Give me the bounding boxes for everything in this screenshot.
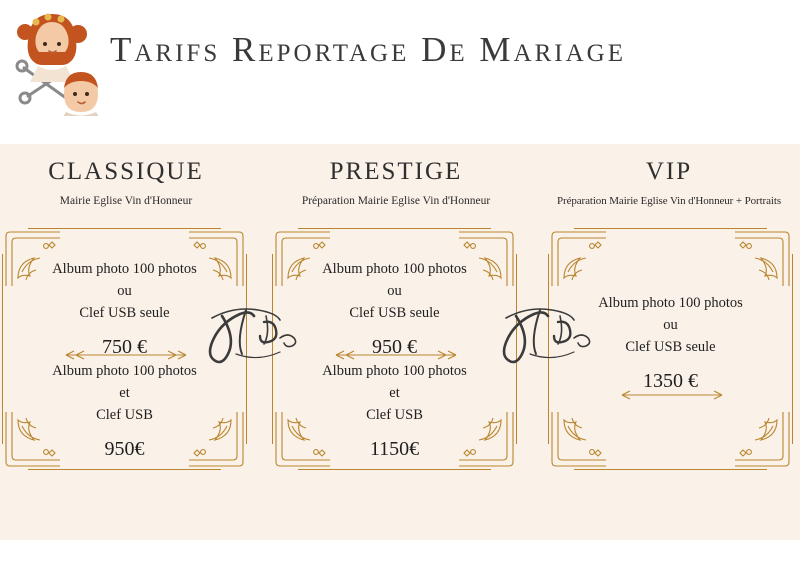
offer-block [2,360,247,464]
offer-conjunction: ou [663,317,678,333]
package-subtitle: Préparation Mairie Eglise Vin d'Honneur [301,195,491,207]
package-column-vip [540,155,798,207]
offer-price: 950€ [104,438,145,460]
poster-header [0,0,800,130]
package-column-classique [2,155,250,207]
package-title: CLASSIQUE [48,158,204,185]
package-frame-prestige [272,228,517,470]
ornament-corner-icon [548,408,610,470]
offer-price: 950 € [372,336,417,358]
offer-line-1: Album photo 100 photos [52,363,197,379]
offer-line-2: Clef USB [366,407,423,423]
offer-line-2: Clef USB [96,407,153,423]
ornament-corner-icon [731,408,793,470]
offer-line-2: Clef USB seule [349,305,440,321]
package-subtitle: Mairie Eglise Vin d'Honneur [59,195,193,207]
arrow-divider [592,390,752,400]
bride-groom-illustration-logo [8,6,112,116]
offer-line-1: Album photo 100 photos [322,363,467,379]
offer-conjunction: ou [117,283,132,299]
script-monogram-flourish-icon [206,302,304,364]
offer-price: 1150€ [369,438,420,460]
package-subtitle: Préparation Mairie Eglise Vin d'Honneur + Portraits [556,195,781,207]
offer-line-1: Album photo 100 photos [322,261,467,277]
offer-line-1: Album photo 100 photos [598,295,743,311]
offer-line-2: Clef USB seule [625,339,716,355]
ornament-corner-icon [548,228,610,290]
package-title: PRESTIGE [329,158,463,185]
offer-line-2: Clef USB seule [79,305,170,321]
offer-conjunction: et [389,385,400,401]
package-title: VIP [645,158,693,185]
offer-conjunction: ou [387,283,402,299]
arrow-divider [46,350,206,360]
ornament-corner-icon [731,228,793,290]
package-column-prestige [272,155,520,207]
arrow-divider [316,350,476,360]
script-monogram-flourish-icon [500,302,598,364]
page-title: Tarifs Reportage De Mariage [110,30,626,69]
offer-line-1: Album photo 100 photos [52,261,197,277]
offer-price: 750 € [102,336,147,358]
offer-conjunction: et [119,385,130,401]
offer-block [272,258,517,362]
offer-price: 1350 € [643,370,698,392]
offer-block [272,360,517,464]
